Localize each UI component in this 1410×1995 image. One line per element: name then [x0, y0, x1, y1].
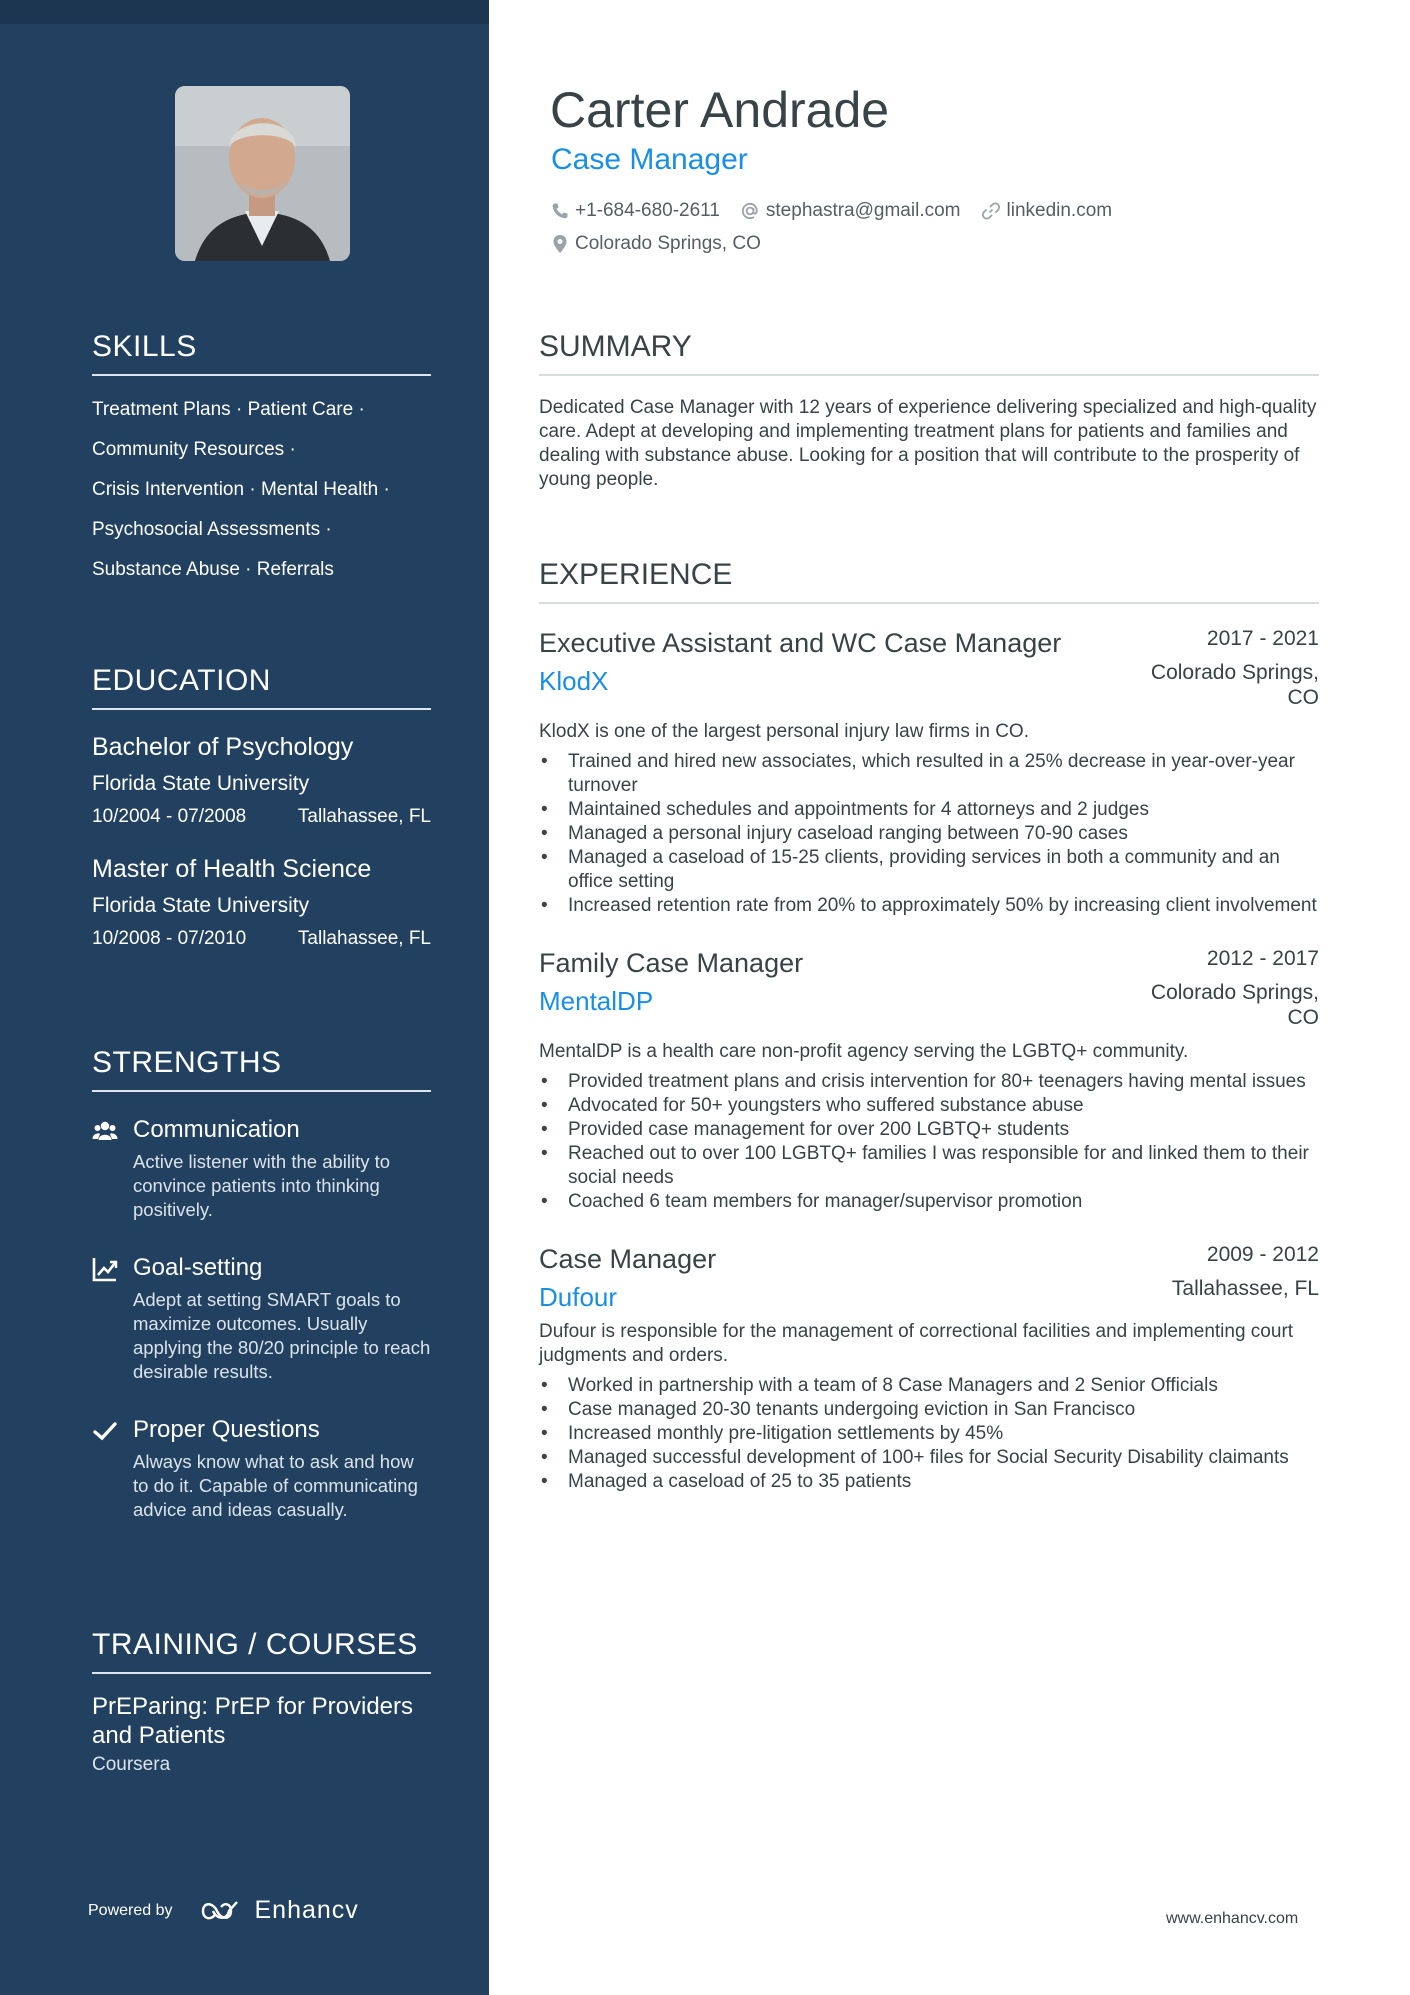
- check-icon: [92, 1418, 118, 1444]
- experience-section: [539, 558, 1319, 1494]
- education-dates: 10/2004 - 07/2008: [92, 806, 247, 827]
- job-title: Family Case Manager: [539, 948, 804, 978]
- contact-link[interactable]: [981, 200, 1113, 222]
- education-location: Tallahassee, FL: [297, 806, 431, 827]
- job-location: Tallahassee, FL: [1171, 1277, 1319, 1300]
- skills-line: Community Resources ·: [92, 439, 296, 460]
- job-bullet: • Advocated for 50+ youngsters who suffered substance abuse: [539, 1094, 1319, 1118]
- strength-item: [92, 1414, 431, 1522]
- footer-url[interactable]: www.enhancv.com: [1166, 1910, 1299, 1927]
- education-section: [92, 664, 431, 954]
- education-item: [92, 852, 431, 954]
- strength-title: Goal-setting: [133, 1254, 263, 1281]
- training-title: TRAINING / COURSES: [92, 1628, 431, 1674]
- contact-location: [551, 233, 761, 255]
- sidebar-top-bar: [0, 0, 489, 24]
- contact-location-text: Colorado Springs, CO: [575, 233, 761, 254]
- chart-line-icon: [92, 1256, 118, 1282]
- strength-title: Communication: [133, 1116, 300, 1143]
- link-icon: [981, 201, 1001, 221]
- candidate-name: Carter Andrade: [550, 82, 890, 138]
- job-company[interactable]: KlodX: [539, 666, 609, 696]
- strength-desc: Adept at setting SMART goals to maximize outcomes. Usually applying the 80/20 principle to reach desirable results.: [133, 1289, 431, 1382]
- job-bullet: • Trained and hired new associates, which resulted in a 25% decrease in year-over-year turnover: [539, 750, 1319, 798]
- education-school: Florida State University: [92, 894, 310, 917]
- job-bullets: [539, 1070, 1319, 1214]
- job-bullet: • Increased retention rate from 20% to approximately 50% by increasing client involvement: [539, 894, 1319, 918]
- contact-email-text: stephastra@gmail.com: [765, 200, 961, 221]
- skills-line: Substance Abuse · Referrals: [92, 559, 334, 580]
- strength-item: [92, 1114, 431, 1222]
- job-location: Colorado Springs, CO: [1150, 661, 1319, 709]
- enhancv-logo: [199, 1896, 359, 1925]
- location-pin-icon: [551, 234, 569, 254]
- contact-phone-text: +1-684-680-2611: [575, 200, 720, 221]
- job-dates: 2012 - 2017: [1206, 947, 1319, 970]
- powered-by: [88, 1896, 359, 1925]
- education-degree: Bachelor of Psychology: [92, 733, 354, 761]
- job-bullet: • Managed a caseload of 15-25 clients, providing services in both a community and an office setting: [539, 846, 1319, 894]
- job-bullet: • Maintained schedules and appointments for 4 attorneys and 2 judges: [539, 798, 1319, 822]
- summary-title: SUMMARY: [539, 330, 1319, 376]
- job-bullet: • Provided treatment plans and crisis intervention for 80+ teenagers having mental issues: [539, 1070, 1319, 1094]
- job-description: Dufour is responsible for the management of correctional facilities and implementing court judgments and orders.: [539, 1321, 1294, 1366]
- job-item: [539, 944, 1319, 1214]
- sidebar: [0, 0, 489, 1995]
- contact-row-location: [551, 233, 781, 255]
- education-degree: Master of Health Science: [92, 855, 372, 883]
- skills-section: [92, 330, 431, 590]
- education-item: [92, 730, 431, 832]
- job-description: MentalDP is a health care non-profit agency serving the LGBTQ+ community.: [539, 1041, 1189, 1062]
- job-company[interactable]: MentalDP: [539, 986, 654, 1016]
- job-bullet: • Coached 6 team members for manager/supervisor promotion: [539, 1190, 1319, 1214]
- job-bullet: • Increased monthly pre-litigation settlements by 45%: [539, 1422, 1319, 1446]
- skills-list: [92, 390, 431, 590]
- contact-email[interactable]: [740, 200, 961, 222]
- at-icon: [740, 201, 760, 221]
- education-location: Tallahassee, FL: [297, 928, 431, 949]
- job-bullet: • Case managed 20-30 tenants undergoing eviction in San Francisco: [539, 1398, 1319, 1422]
- candidate-role: Case Manager: [551, 143, 748, 176]
- summary-text: Dedicated Case Manager with 12 years of experience delivering specialized and high-quality care. Adept at developing and implementing treatment plans for patients and families and dealing with substance abuse. Looking for a position that will contribute to the prosperity of young people.: [539, 397, 1317, 490]
- contact-phone: [551, 200, 720, 222]
- skills-line: Psychosocial Assessments ·: [92, 519, 332, 540]
- job-dates: 2017 - 2021: [1206, 627, 1319, 650]
- experience-title: EXPERIENCE: [539, 558, 1319, 604]
- skills-line: Treatment Plans · Patient Care ·: [92, 399, 365, 420]
- skills-title: SKILLS: [92, 330, 431, 376]
- summary-section: [539, 330, 1319, 492]
- training-section: [92, 1628, 431, 1780]
- job-bullet: • Worked in partnership with a team of 8 Case Managers and 2 Senior Officials: [539, 1374, 1319, 1398]
- course-title: PrEParing: PrEP for Providers and Patients: [92, 1693, 414, 1749]
- job-bullet: • Managed successful development of 100+ files for Social Security Disability claimants: [539, 1446, 1319, 1470]
- job-item: [539, 1240, 1319, 1494]
- job-title: Case Manager: [539, 1244, 717, 1274]
- enhancv-logo-icon: [199, 1898, 245, 1924]
- strength-item: [92, 1252, 431, 1384]
- education-title: EDUCATION: [92, 664, 431, 710]
- phone-icon: [551, 202, 569, 220]
- course-org: Coursera: [92, 1754, 171, 1775]
- education-dates: 10/2008 - 07/2010: [92, 928, 247, 949]
- profile-photo: [175, 86, 350, 261]
- job-title: Executive Assistant and WC Case Manager: [539, 628, 1062, 658]
- job-location: Colorado Springs, CO: [1150, 981, 1319, 1029]
- job-description: KlodX is one of the largest personal injury law firms in CO.: [539, 721, 1029, 742]
- strength-desc: Always know what to ask and how to do it. Capable of communicating advice and ideas casually.: [133, 1451, 418, 1520]
- strengths-title: STRENGTHS: [92, 1046, 431, 1092]
- contact-row: [551, 200, 1132, 222]
- enhancv-logo-text: Enhancv: [254, 1896, 359, 1924]
- job-item: [539, 624, 1319, 918]
- job-dates: 2009 - 2012: [1206, 1243, 1319, 1266]
- strengths-section: [92, 1046, 431, 1522]
- job-bullets: [539, 750, 1319, 918]
- education-school: Florida State University: [92, 772, 310, 795]
- strength-title: Proper Questions: [133, 1416, 320, 1443]
- powered-by-label: Powered by: [88, 1901, 173, 1919]
- avatar-icon: [175, 86, 350, 261]
- job-bullet: • Managed a personal injury caseload ranging between 70-90 cases: [539, 822, 1319, 846]
- contact-link-text: linkedin.com: [1006, 200, 1113, 221]
- skills-line: Crisis Intervention · Mental Health ·: [92, 479, 390, 500]
- job-bullet: • Provided case management for over 200 LGBTQ+ students: [539, 1118, 1319, 1142]
- job-company[interactable]: Dufour: [539, 1282, 618, 1312]
- job-bullet: • Managed a caseload of 25 to 35 patients: [539, 1470, 1319, 1494]
- job-bullet: • Reached out to over 100 LGBTQ+ families I was responsible for and linked them to their social needs: [539, 1142, 1319, 1190]
- users-icon: [92, 1118, 118, 1144]
- strength-desc: Active listener with the ability to convince patients into thinking positively.: [133, 1151, 391, 1220]
- job-bullets: [539, 1374, 1319, 1494]
